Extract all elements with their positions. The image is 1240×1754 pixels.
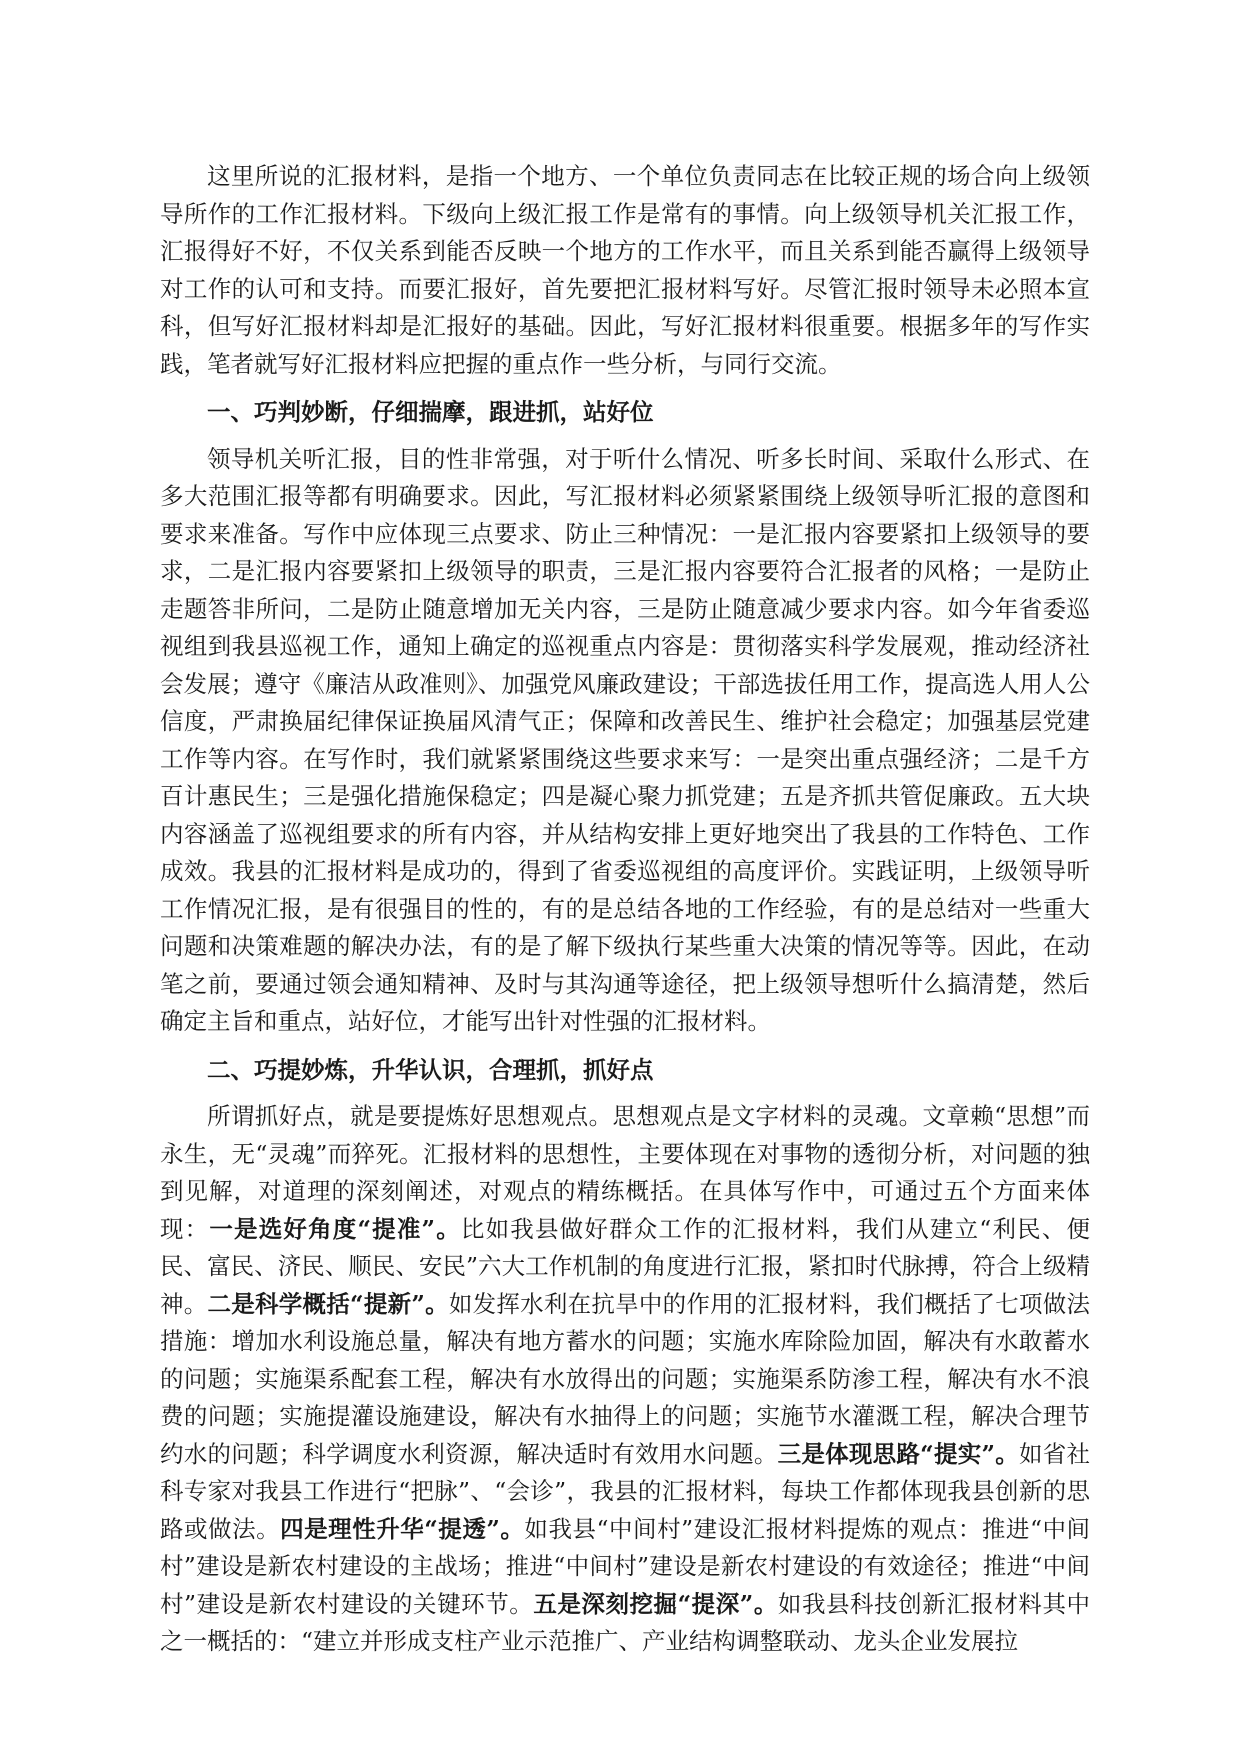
section-2-text-6: 如我县科技创新汇报材料其中之一概括的：“建立并形成支柱产业示范推广、产业结构调整联动、龙头企业发展拉 (160, 1589, 1091, 1655)
section-2-text-5: 如我县“中间村”建设汇报材料提炼的观点：推进“中间村”建设是新农村建设的主战场；推进“中间村”建设是新农村建设的有效途径；推进“中间村”建设是新农村建设的关键环节。 (160, 1514, 1091, 1618)
section-2-point-1: 一是选好角度“提准”。 (209, 1214, 461, 1243)
section-2-paragraph (160, 1098, 1090, 1661)
section-2-point-4: 四是理性升华“提透”。 (280, 1514, 525, 1543)
section-2-point-3: 三是体现思路“提实”。 (777, 1439, 1019, 1468)
section-2-point-2: 二是科学概括“提新”。 (207, 1289, 449, 1318)
section-1-heading: 一、巧判妙断，仔细揣摩，跟进抓，站好位 (207, 398, 654, 426)
document-page (160, 158, 1090, 1661)
intro-paragraph: 这里所说的汇报材料，是指一个地方、一个单位负责同志在比较正规的场合向上级领导所作的工作汇报材料。下级向上级汇报工作是常有的事情。向上级领导机关汇报工作，汇报得好不好，不仅关系到能否反映一个地方的工作水平，而且关系到能否赢得上级领导对工作的认可和支持。而要汇报好，首先要把汇报材料写好。尽管汇报时领导未必照本宣科，但写好汇报材料却是汇报好的基础。因此，写好汇报材料很重要。根据多年的写作实践，笔者就写好汇报材料应把握的重点作一些分析，与同行交流。 (160, 162, 1090, 378)
section-2-text-1: 所谓抓好点，就是要提炼好思想观点。思想观点是文字材料的灵魂。文章赖“思想”而永生，无“灵魂”而猝死。汇报材料的思想性，主要体现在对事物的透彻分析，对问题的独到见解，对道理的深刻阐述，对观点的精练概括。在具体写作中，可通过五个方面来体现： (160, 1102, 1090, 1243)
section-2-point-5: 五是深刻挖掘“提深”。 (533, 1589, 778, 1618)
section-2-heading: 二、巧提妙炼，升华认识，合理抓，抓好点 (207, 1055, 654, 1084)
section-2-text-4: 如省社科专家对我县工作进行“把脉”、“会诊”，我县的汇报材料，每块工作都体现我县创新的思路或做法。 (160, 1439, 1090, 1543)
section-2-text-3: 如发挥水利在抗旱中的作用的汇报材料，我们概括了七项做法措施：增加水利设施总量，解决有地方蓄水的问题；实施水库除险加固，解决有水敢蓄水的问题；实施渠系配套工程，解决有水放得出的问题；实施渠系防渗工程，解决有水不浪费的问题；实施提灌设施建设，解决有水抽得上的问题；实施节水灌溉工程，解决合理节约水的问题；科学调度水利资源，解决适时有效用水问题。 (160, 1289, 1090, 1468)
section-2-text-2: 比如我县做好群众工作的汇报材料，我们从建立“利民、便民、富民、济民、顺民、安民”六大工作机制的角度进行汇报，紧扣时代脉搏，符合上级精神。 (160, 1214, 1090, 1318)
section-1-paragraph: 领导机关听汇报，目的性非常强，对于听什么情况、听多长时间、采取什么形式、在多大范围汇报等都有明确要求。因此，写汇报材料必须紧紧围绕上级领导听汇报的意图和要求来准备。写作中应体现三点要求、防止三种情况：一是汇报内容要紧扣上级领导的要求，二是汇报内容要紧扣上级领导的职责，三是汇报内容要符合汇报者的风格；一是防止走题答非所问，二是防止随意增加无关内容，三是防止随意减少要求内容。如今年省委巡视组到我县巡视工作，通知上确定的巡视重点内容是：贯彻落实科学发展观，推动经济社会发展；遵守《廉洁从政准则》、加强党风廉政建设；干部选拔任用工作，提高选人用人公信度，严肃换届纪律保证换届风清气正；保障和改善民生、维护社会稳定；加强基层党建工作等内容。在写作时，我们就紧紧围绕这些要求来写：一是突出重点强经济；二是千方百计惠民生；三是强化措施保稳定；四是凝心聚力抓党建；五是齐抓共管促廉政。五大块内容涵盖了巡视组要求的所有内容，并从结构安排上更好地突出了我县的工作特色、工作成效。我县的汇报材料是成功的，得到了省委巡视组的高度评价。实践证明，上级领导听工作情况汇报，是有很强目的性的，有的是总结各地的工作经验，有的是总结对一些重大问题和决策难题的解决办法，有的是了解下级执行某些重大决策的情况等等。因此，在动笔之前，要通过领会通知精神、及时与其沟通等途径，把上级领导想听什么搞清楚，然后确定主旨和重点，站好位，才能写出针对性强的汇报材料。 (160, 444, 1090, 1035)
